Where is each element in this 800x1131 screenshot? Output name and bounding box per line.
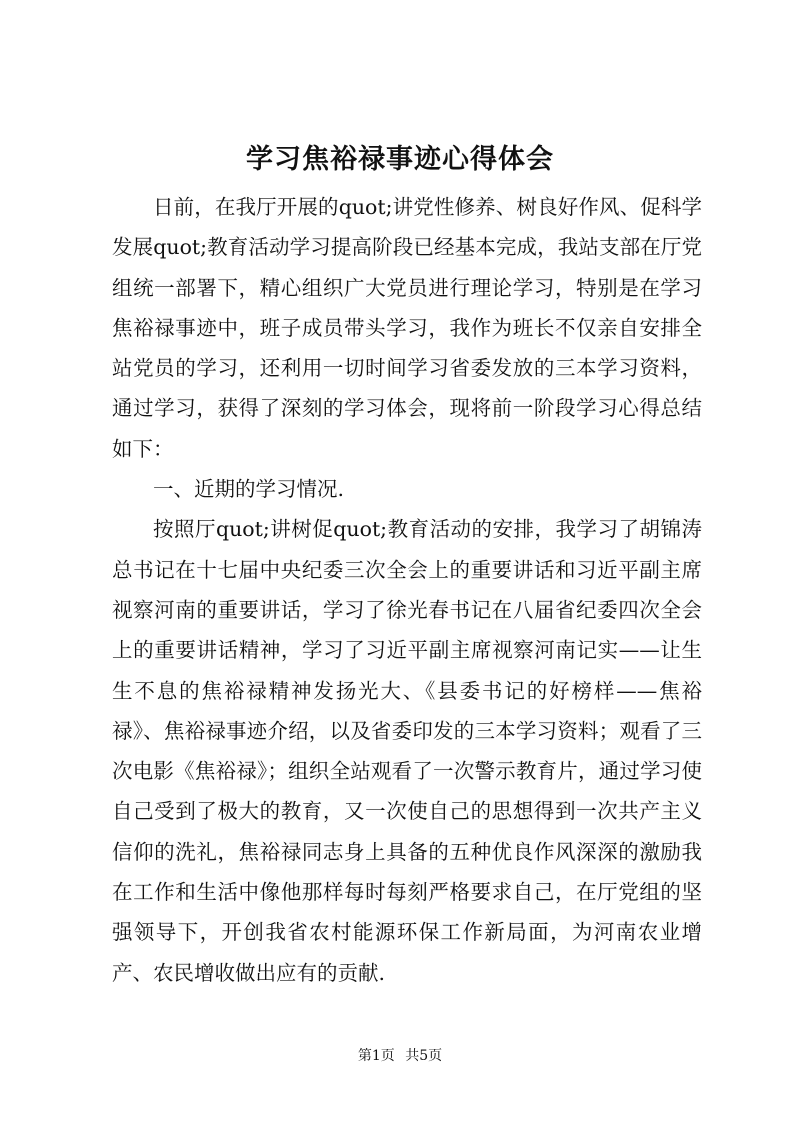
intro-paragraph: 日前，在我厅开展的quot;讲党性修养、树良好作风、促科学发展quot;教育活动学习提高阶段已经基本完成，我站支部在厅党组统一部署下，精心组织广大党员进行理论学习，特别是在学习焦裕禄事迹中，班子成员带头学习，我作为班长不仅亲自安排全站党员的学习，还利用一切时间学习省委发放的三本学习资料，通过学习，获得了深刻的学习体会，现将前一阶段学习心得总结如下：: [112, 195, 702, 461]
page-number-footer: 第1页 共5页: [357, 1048, 443, 1064]
study-paragraph: 按照厅quot;讲树促quot;教育活动的安排，我学习了胡锦涛总书记在十七届中央纪委三次全会上的重要讲话和习近平副主席视察河南的重要讲话，学习了徐光春书记在八届省纪委四次全会上的重要讲话精神，学习了习近平副主席视察河南记实——让生生不息的焦裕禄精神发扬光大、《县委书记的好榜样——焦裕禄》、焦裕禄事迹介绍，以及省委印发的三本学习资料；观看了三次电影《焦裕禄》；组织全站观看了一次警示教育片，通过学习使自己受到了极大的教育，又一次使自己的思想得到一次共产主义信仰的洗礼，焦裕禄同志身上具备的五种优良作风深深的激励我在工作和生活中像他那样每时每刻严格要求自己，在厅党组的坚强领导下，开创我省农村能源环保工作新局面，为河南农业增产、农民增收做出应有的贡献.: [112, 517, 702, 985]
document-title: 学习焦裕禄事迹心得体会: [246, 144, 554, 175]
document-body: [112, 187, 702, 993]
section-heading: 一、近期的学习情况.: [153, 477, 345, 502]
